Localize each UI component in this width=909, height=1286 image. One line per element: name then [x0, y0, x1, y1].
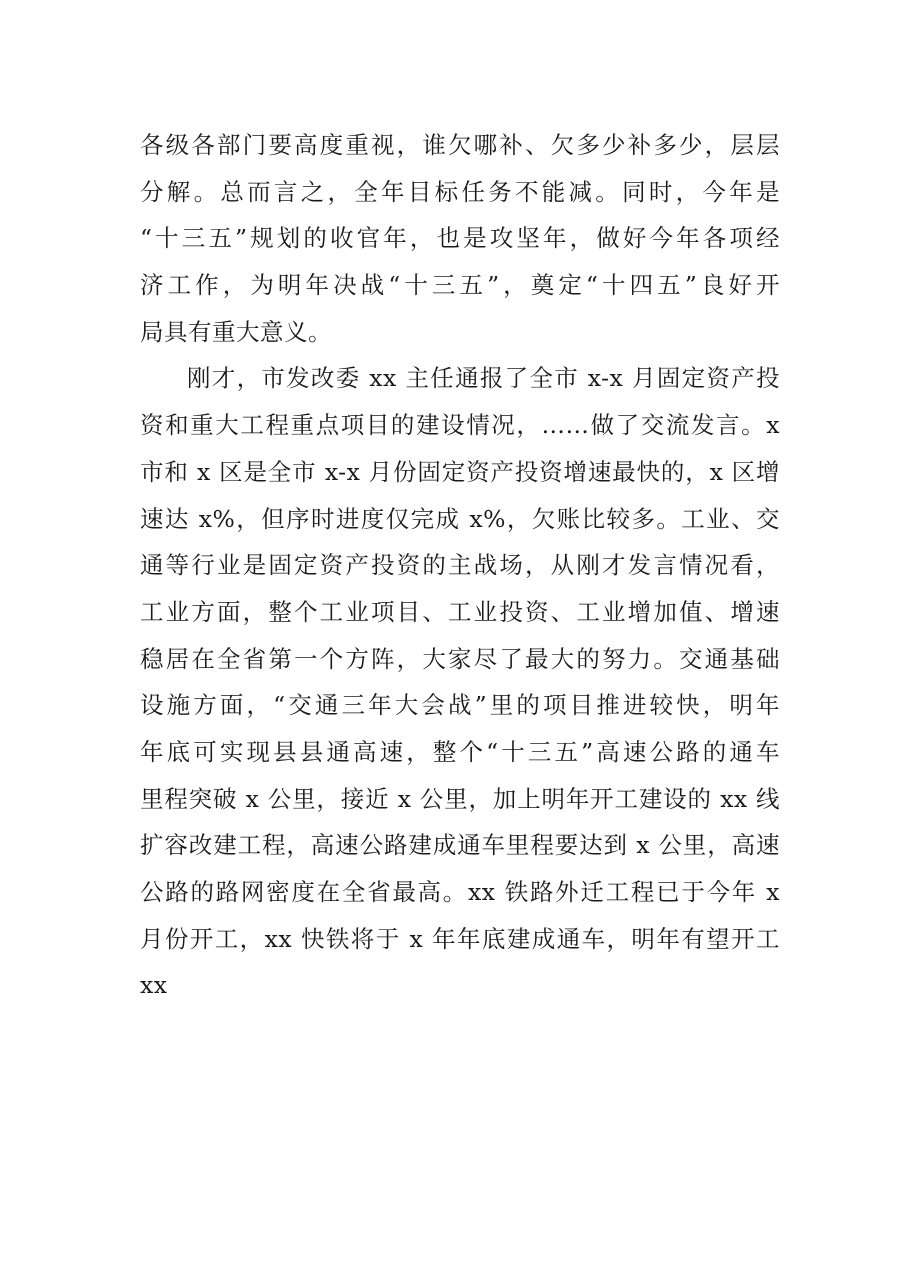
- text-line: xx: [140, 971, 168, 1000]
- text-line: 扩容改建工程，高速公路建成通车里程要达到 x 公里，高速: [140, 831, 780, 860]
- text-line: 稳居在全省第一个方阵，大家尽了最大的努力。交通基础: [140, 644, 780, 673]
- text-line: “十三五”规划的收官年，也是攻坚年，做好今年各项经: [140, 224, 780, 253]
- text-line: 各级各部门要高度重视，谁欠哪补、欠多少补多少，层层: [140, 131, 780, 159]
- text-line: 工业方面，整个工业项目、工业投资、工业增加值、增速: [140, 597, 780, 626]
- text-line: 分解。总而言之，全年目标任务不能减。同时，今年是: [140, 177, 780, 206]
- text-line: 公路的路网密度在全省最高。xx 铁路外迁工程已于今年 x: [140, 878, 780, 906]
- text-line: 市和 x 区是全市 x-x 月份固定资产投资增速最快的，x 区增: [140, 457, 780, 486]
- text-line: 设施方面，“交通三年大会战”里的项目推进较快，明年: [140, 691, 780, 720]
- document-body: [140, 122, 780, 1009]
- paragraph-2: [140, 355, 780, 1009]
- text-line: 通等行业是固定资产投资的主战场，从刚才发言情况看，: [140, 551, 780, 580]
- text-line: 速达 x%，但序时进度仅完成 x%，欠账比较多。工业、交: [140, 504, 780, 533]
- text-line: 资和重大工程重点项目的建设情况，……做了交流发言。x: [140, 411, 780, 440]
- text-line: 济工作，为明年决战“十三五”，奠定“十四五”良好开: [140, 271, 780, 300]
- text-line: 局具有重大意义。: [140, 317, 332, 346]
- text-line: 刚才，市发改委 xx 主任通报了全市 x-x 月固定资产投: [187, 364, 780, 393]
- text-line: 月份开工，xx 快铁将于 x 年年底建成通车，明年有望开工: [140, 924, 780, 953]
- paragraph-1: [140, 122, 780, 355]
- text-line: 里程突破 x 公里，接近 x 公里，加上明年开工建设的 xx 线: [140, 784, 780, 813]
- text-line: 年底可实现县县通高速，整个“十三五”高速公路的通车: [140, 737, 780, 766]
